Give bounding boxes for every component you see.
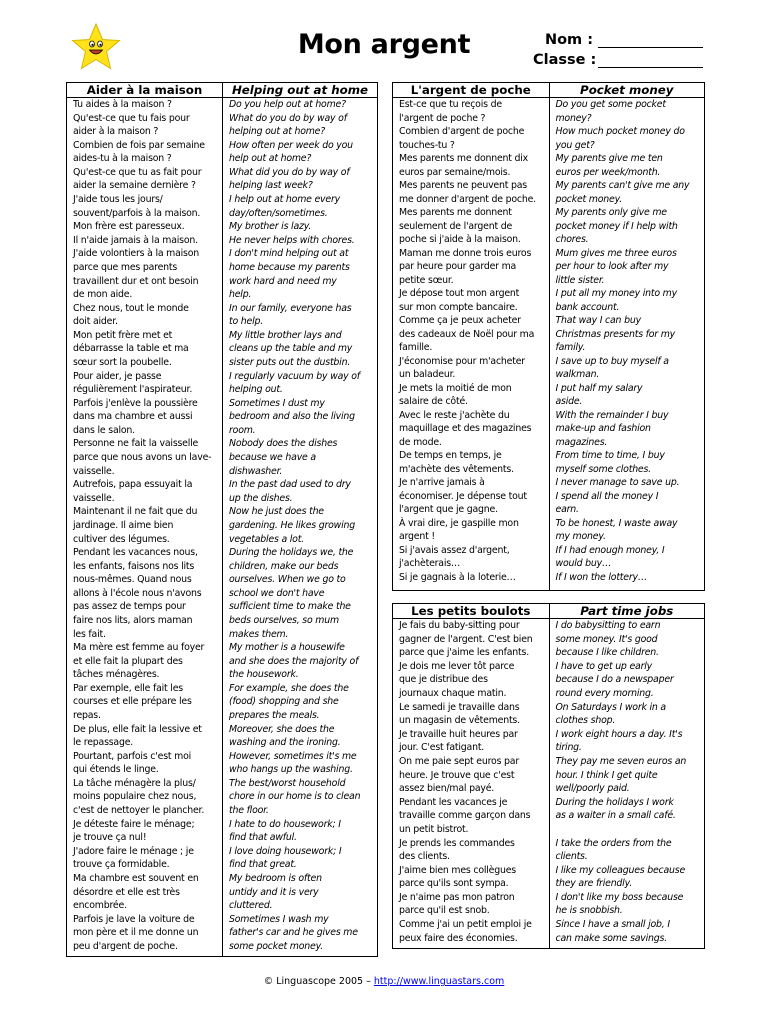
table-line: find that awful. [229, 832, 297, 844]
table-line: some money. It's good [555, 633, 658, 645]
table-line: sister puts out the dustbin. [229, 356, 351, 368]
table-line: day/often/sometimes. [229, 207, 328, 219]
table-line: un magasin de vêtements. [399, 715, 520, 727]
poche-french-column [393, 98, 549, 590]
table-line: ourselves. When we go to [229, 574, 346, 586]
table-line: journaux chaque matin. [399, 687, 507, 699]
table-line: bank account. [555, 301, 620, 313]
table-line: heure. Je trouve que c'est [399, 769, 515, 781]
nom-row [533, 28, 703, 48]
table-line: Mon frère est paresseux. [73, 221, 185, 233]
table-line: euros par semaine/mois. [399, 166, 511, 178]
table-line: clients. [555, 851, 588, 863]
table-line: During the holidays we, the [229, 547, 354, 559]
table-line: clothes shop. [555, 715, 616, 727]
table-line: For example, she does the [229, 682, 349, 694]
table-line: I do babysitting to earn [555, 620, 661, 631]
table-line: Je mets la moitié de mon [399, 382, 512, 394]
table-line: Je n'aime pas mon patron [399, 891, 515, 903]
table-line: les enfants, faisons nos lits [73, 560, 195, 572]
table-line: During the holidays I work [555, 796, 674, 808]
table-line: makes them. [229, 628, 289, 640]
table-line: What do you do by way of [229, 112, 347, 124]
table-line: moins populaire chez nous, [73, 791, 197, 803]
table-line: earn. [555, 504, 579, 515]
table-line: I put half my salary [555, 382, 643, 394]
table-line: un petit bistrot. [399, 823, 469, 835]
table-line: J'aide tous les jours/ [73, 194, 163, 206]
table-line: I don't mind helping out at [229, 248, 349, 260]
table-line: hour. I think I get quite [555, 769, 658, 781]
table-line: poche si j'aide à la maison. [399, 234, 521, 245]
table-line: cluttered. [229, 900, 273, 912]
table-line: In the past dad used to dry [229, 479, 351, 491]
table-line: chore in our home is to clean [229, 791, 361, 803]
table-line: dans le salon. [73, 424, 135, 436]
table-line: help out at home? [229, 153, 312, 165]
table-line: chores. [555, 234, 589, 245]
table-line: Est-ce que tu reçois de [399, 99, 502, 110]
footer-copyright: © Linguascope 2005 – [263, 976, 374, 987]
table-line: encombrée. [73, 900, 127, 912]
table-line: prepares the meals. [229, 710, 320, 722]
table-line: Since I have a small job, I [555, 919, 670, 931]
table-line: Autrefois, papa essuyait la [73, 479, 193, 491]
table-line: vaisselle. [73, 492, 115, 504]
table-line: walkman. [555, 369, 600, 380]
table-line: My little brother lays and [229, 329, 342, 341]
table-line: faire nos lits, alors maman [73, 614, 193, 626]
table-line: désordre et elle est très [73, 886, 180, 898]
table-line: petite sœur. [399, 274, 454, 286]
table-line: I have to get up early [555, 660, 652, 672]
table-line: family. [555, 342, 586, 353]
table-line: My parents give me ten [555, 153, 663, 164]
table-line: De temps en temps, je [399, 450, 502, 461]
table-line: des clients. [399, 851, 450, 863]
table-line: La tâche ménagère la plus/ [73, 777, 196, 789]
table-line: sufficient time to make the [229, 601, 351, 613]
table-line: My mother is a housewife [229, 642, 345, 654]
table-line: débarrasse la table et ma [73, 343, 189, 355]
table-line: I put all my money into my [555, 288, 677, 299]
table-line: Ma mère est femme au foyer [73, 642, 205, 654]
table-line: Pendant les vacances nous, [73, 547, 198, 559]
table-line: par heure pour garder ma [399, 261, 517, 272]
table-line: Je dépose tout mon argent [399, 288, 520, 299]
table-petits-boulots [392, 603, 705, 949]
table-line: In our family, everyone has [229, 302, 352, 314]
table-line: c'est de nettoyer le plancher. [73, 805, 205, 817]
table-line: they are friendly. [555, 878, 632, 890]
table-line: because I do a newspaper [555, 674, 674, 686]
table-line: They pay me seven euros an [555, 755, 687, 767]
aider-english-column [222, 98, 377, 956]
table-line: If I had enough money, I [555, 544, 665, 556]
table-line: to help. [229, 316, 264, 328]
table-line: Je n'arrive jamais à [399, 477, 485, 488]
table-line: parce que j'aime les enfants. [399, 647, 529, 659]
footer-link[interactable]: http://www.linguastars.com [373, 976, 505, 987]
table-line: On Saturdays I work in a [555, 701, 666, 713]
table-line: sur mon compte bancaire. [399, 301, 518, 313]
table-line: because we have a [229, 452, 316, 464]
table-line: I like my colleagues because [555, 864, 686, 876]
table-line: (food) shopping and she [229, 696, 339, 708]
table-line: make-up and fashion [555, 423, 651, 434]
table-line: Le samedi je travaille dans [399, 701, 520, 713]
table-line: He never helps with chores. [229, 234, 355, 246]
table-line: My bedroom is often [229, 872, 322, 884]
table-line: Si je gagnais à la loterie… [399, 571, 516, 583]
table-line: Do you get some pocket [555, 99, 666, 110]
header-boulots-fr: Les petits boulots [393, 604, 549, 619]
table-line: My parents only give me [555, 207, 667, 218]
table-line: pocket money if I help with [555, 220, 678, 232]
table-line: parce qu'ils sont sympa. [399, 878, 509, 890]
table-line: On me paie sept euros par [399, 755, 519, 767]
table-line: mon père et il me donne un [73, 927, 199, 939]
table-line: round every morning. [555, 687, 654, 699]
table-line: J'adore faire le ménage ; je [73, 845, 194, 857]
footer [0, 976, 768, 987]
table-line: the floor. [229, 805, 269, 817]
table-line: can make some savings. [555, 932, 668, 944]
classe-row [533, 48, 703, 68]
boulots-french-column [393, 619, 549, 948]
table-line: cleans up the table and my [229, 343, 353, 355]
table-line: gagner de l'argent. C'est bien [399, 633, 533, 645]
table-line: À vrai dire, je gaspille mon [399, 517, 519, 529]
table-argent-de-poche [392, 82, 705, 591]
table-line: as a waiter in a small café. [555, 810, 676, 822]
table-line: untidy and it is very [229, 886, 319, 898]
table-line: l'argent de poche ? [399, 112, 486, 124]
table-line: My brother is lazy. [229, 221, 312, 233]
table-line: Par exemple, elle fait les [73, 682, 183, 694]
table-line: Maman me donne trois euros [399, 247, 532, 259]
table-line: little sister. [555, 274, 605, 286]
table-line: Pourtant, parfois c'est moi [73, 750, 192, 762]
table-line: tiring. [555, 742, 582, 754]
table-line: nous-mêmes. Quand nous [73, 574, 192, 586]
table-line: Personne ne fait la vaisselle [73, 438, 199, 450]
table-line: school we don't have [229, 587, 325, 599]
table-line: pocket money. [555, 193, 622, 205]
table-line: qui étends le linge. [73, 764, 159, 776]
table-line: Mes parents me donnent [399, 207, 512, 218]
table-line: Now he just does the [229, 506, 324, 518]
table-line: repas. [73, 710, 101, 722]
table-line: would buy… [555, 558, 612, 569]
page-title: Mon argent [297, 29, 471, 60]
table-line: From time to time, I buy [555, 450, 665, 461]
table-line: économiser. Je dépense tout [399, 490, 527, 502]
table-line: washing and the ironing. [229, 737, 341, 749]
table-line: you get? [555, 139, 595, 151]
header-poche-en: Pocket money [549, 83, 705, 98]
table-line: Parfois j'enlève la poussière [73, 397, 198, 409]
table-line: dans ma chambre et aussi [73, 411, 193, 423]
table-line: father's car and he gives me [229, 927, 358, 939]
table-line: souvent/parfois à la maison. [73, 207, 201, 219]
table-line: Mes parents ne peuvent pas [399, 180, 527, 191]
table-line: myself some clothes. [555, 463, 651, 475]
table-line: parce qu'il est snob. [399, 905, 490, 917]
table-line: travaille comme garçon dans [399, 810, 531, 822]
table-line: up the dishes. [229, 492, 293, 504]
table-line: aside. [555, 396, 583, 407]
classe-line [598, 54, 703, 68]
table-line: de mode. [399, 436, 442, 448]
table-line: parce que nous avons un lave- [73, 452, 212, 464]
table-line: helping out at home? [229, 126, 326, 138]
table-line: Combien de fois par semaine [73, 139, 205, 151]
table-line: some pocket money. [229, 940, 323, 952]
table-line: I hate to do housework; I [229, 818, 341, 830]
table-line: tâches ménagères. [73, 669, 160, 681]
table-line: cultiver des légumes. [73, 533, 170, 545]
table-line: De plus, elle fait la lessive et [73, 723, 202, 735]
table-line: touches-tu ? [399, 139, 455, 151]
table-line: room. [229, 424, 256, 436]
table-line: vaisselle. [73, 465, 115, 477]
table-line: j'achèterais… [399, 558, 461, 569]
table-line: money? [555, 112, 592, 124]
table-line: jardinage. Il aime bien [73, 519, 174, 531]
table-line: Pour aider, je passe [73, 370, 162, 382]
table-line: my money. [555, 531, 606, 542]
classe-label: Classe : [533, 52, 597, 68]
table-line: pas assez de temps pour [73, 601, 186, 613]
table-line: However, sometimes it's me [229, 750, 357, 762]
table-line: per hour to look after my [555, 261, 669, 272]
table-line: To be honest, I waste away [555, 517, 678, 529]
table-line: Je dois me lever tôt parce [399, 660, 515, 672]
table-line: Ma chambre est souvent en [73, 872, 199, 884]
table-line: Si j'avais assez d'argent, [399, 544, 510, 556]
table-line: I never manage to save up. [555, 477, 680, 488]
table-line: That way I can buy [555, 315, 641, 326]
table-line: My parents can't give me any [555, 180, 690, 191]
table-line: Avec le reste j'achète du [399, 409, 510, 421]
table-line: I take the orders from the [555, 837, 672, 849]
table-line: m'achète des vêtements. [399, 463, 514, 475]
table-line: Je fais du baby-sitting pour [399, 620, 520, 631]
table-line: dishwasher. [229, 465, 283, 477]
table-line: magazines. [555, 436, 608, 448]
table-line: l'argent que je gagne. [399, 504, 498, 515]
table-line: the housework. [229, 669, 299, 681]
table-line: J'aime bien mes collègues [399, 864, 516, 876]
table-line: allons à l'école nous n'avons [73, 587, 202, 599]
table-line: J'économise pour m'acheter [399, 355, 525, 367]
table-line: bedroom and also the living [229, 411, 355, 423]
table-line: Comme j'ai un petit emploi je [399, 919, 532, 931]
table-line: Sometimes I dust my [229, 397, 325, 409]
table-line: je trouve ça nul! [73, 832, 147, 844]
table-line: helping last week? [229, 180, 313, 192]
table-line: argent ! [399, 531, 435, 542]
table-line: Qu'est-ce que tu as fait pour [73, 166, 202, 178]
table-line: find that great. [229, 859, 297, 871]
table-line: Je prends les commandes [399, 837, 515, 849]
aider-french-column [67, 98, 222, 956]
table-line: et elle fait la plupart des [73, 655, 183, 667]
student-form [533, 28, 703, 68]
table-line: he is snobbish. [555, 905, 623, 917]
table-line: Combien d'argent de poche [399, 126, 525, 137]
table-line: assez bien/mal payé. [399, 783, 495, 795]
table-line: parce que mes parents [73, 261, 178, 273]
header-poche-fr: L'argent de poche [393, 83, 549, 98]
header-boulots-en: Part time jobs [549, 604, 705, 619]
table-line: maquillage et des magazines [399, 423, 532, 434]
table-line: How much pocket money do [555, 126, 685, 137]
table-line: Chez nous, tout le monde [73, 302, 189, 314]
table-line: I regularly vacuum by way of [229, 370, 360, 382]
table-line: children, make our beds [229, 560, 339, 572]
table-line: Do you help out at home? [229, 99, 346, 110]
header-aider-en: Helping out at home [222, 83, 377, 98]
table-line: Maintenant il ne fait que du [73, 506, 198, 518]
table-line: famille. [399, 342, 433, 353]
table-line: Mon petit frère met et [73, 329, 173, 341]
table-line: Mes parents me donnent dix [399, 153, 529, 164]
table-line: un baladeur. [399, 369, 456, 380]
nom-line [598, 34, 703, 48]
table-line: because I like children. [555, 647, 659, 659]
table-line: and she does the majority of [229, 655, 359, 667]
table-line: Je travaille huit heures par [399, 728, 518, 740]
table-line: I work eight hours a day. It's [555, 728, 683, 740]
header-aider-fr: Aider à la maison [67, 83, 222, 98]
table-line: work hard and need my [229, 275, 337, 287]
table-line: J'aide volontiers à la maison [73, 248, 200, 260]
table-line: With the remainder I buy [555, 409, 669, 421]
table-line: What did you do by way of [229, 166, 350, 178]
table-line: Comme ça je peux acheter [399, 315, 521, 326]
table-line: travaillent dur et ont besoin [73, 275, 199, 287]
table-line: aides-tu à la maison ? [73, 153, 172, 165]
table-line: Sometimes I wash my [229, 913, 329, 925]
table-line: I don't like my boss because [555, 891, 684, 903]
table-line: aider à la maison ? [73, 126, 159, 138]
table-line: aider la semaine dernière ? [73, 180, 196, 192]
table-line: courses et elle prépare les [73, 696, 192, 708]
table-line: Tu aides à la maison ? [73, 99, 172, 110]
table-line: seulement de l'argent de [399, 220, 513, 232]
table-line: Moreover, she does the [229, 723, 335, 735]
table-line: les fait. [73, 628, 106, 640]
table-line: How often per week do you [229, 139, 353, 151]
table-line: que je distribue des [399, 674, 488, 686]
table-line: Je déteste faire le ménage; [73, 818, 195, 830]
table-line: I help out at home every [229, 194, 340, 206]
table-line: de mon aide. [73, 289, 133, 301]
table-line: I save up to buy myself a [555, 355, 669, 367]
table-line: If I won the lottery… [555, 571, 648, 583]
table-line: I spend all the money I [555, 490, 659, 502]
table-line: Nobody does the dishes [229, 438, 338, 450]
table-line: Pendant les vacances je [399, 796, 508, 808]
table-line: régulièrement l'aspirateur. [73, 384, 193, 396]
boulots-english-column [549, 619, 705, 948]
table-line: euros per week/month. [555, 166, 661, 178]
nom-label: Nom : [544, 32, 593, 48]
table-line: who hangs up the washing. [229, 764, 353, 776]
table-line [550, 823, 705, 837]
table-line: doit aider. [73, 316, 118, 328]
table-line: help. [229, 289, 252, 301]
table-line: jour. C'est fatigant. [399, 742, 485, 754]
table-line: Parfois je lave la voiture de [73, 913, 195, 925]
table-line: Il n'aide jamais à la maison. [73, 234, 198, 246]
table-line: beds ourselves, so mum [229, 614, 339, 626]
table-line: The best/worst household [229, 777, 346, 789]
table-line: trouve ça formidable. [73, 859, 170, 871]
table-line: le repassage. [73, 737, 134, 749]
poche-english-column [549, 98, 705, 590]
table-line: me donner d'argent de poche. [399, 193, 536, 205]
table-line: peu d'argent de poche. [73, 940, 178, 952]
table-line: home because my parents [229, 261, 350, 273]
table-line: gardening. He likes growing [229, 519, 356, 531]
table-line: peux faire des économies. [399, 932, 518, 944]
table-aider-a-la-maison [66, 82, 378, 957]
table-line: des cadeaux de Noël pour ma [399, 328, 535, 340]
table-line: vegetables a lot. [229, 533, 304, 545]
table-line: Mum gives me three euros [555, 247, 677, 259]
table-line: sœur sort la poubelle. [73, 356, 172, 368]
table-line: well/poorly paid. [555, 783, 630, 795]
table-line: Christmas presents for my [555, 328, 676, 340]
table-line: I love doing housework; I [229, 845, 342, 857]
table-line: salaire de côté. [399, 396, 468, 407]
table-line: helping out. [229, 384, 283, 396]
table-line: Qu'est-ce que tu fais pour [73, 112, 190, 124]
